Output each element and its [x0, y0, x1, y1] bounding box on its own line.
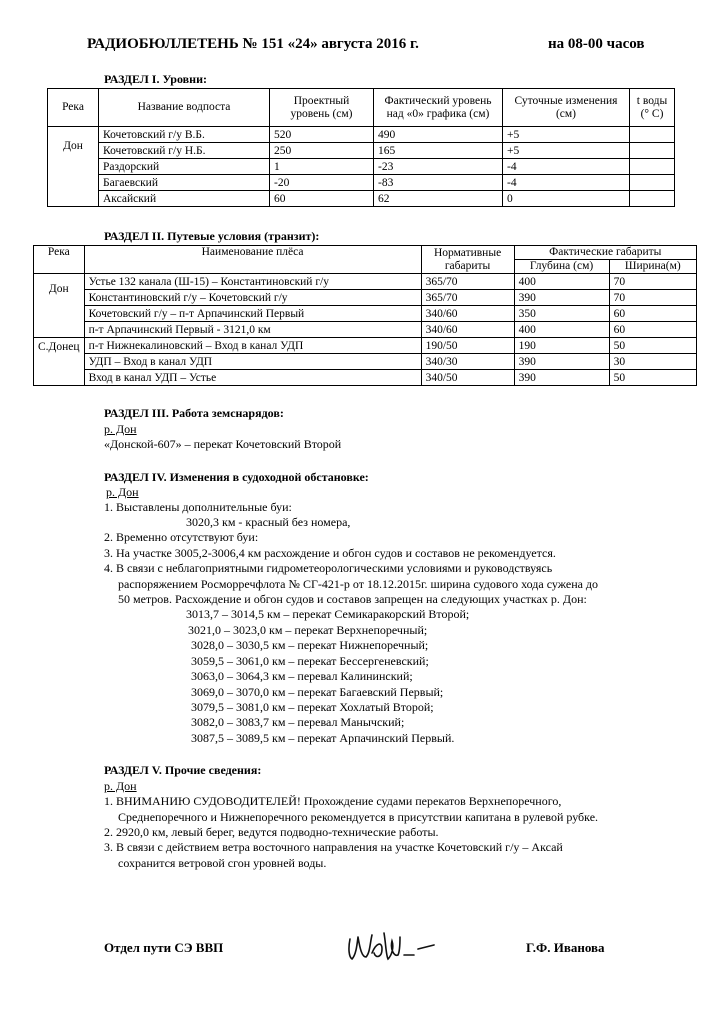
section4-item3: 3. На участке 3005,2-3006,4 км расхождение и обгон судов и составов не рекомендуется. [104, 546, 556, 560]
value-cell: 60 [270, 191, 374, 207]
col-project-level: Проектный уровень (см) [270, 89, 374, 127]
bulletin-time: на 08-00 часов [548, 36, 645, 52]
table-row [34, 290, 697, 306]
restricted-section: 3082,0 – 3083,7 км – перевал Манычский; [191, 715, 405, 729]
col-water-temp: t воды (° С) [630, 89, 675, 127]
river-cell: С.Донец [34, 338, 85, 386]
table-row [48, 191, 675, 207]
col-daily-change: Суточные изменения (см) [503, 89, 630, 127]
restricted-section: 3069,0 – 3070,0 км – перекат Багаевский Первый; [191, 685, 444, 699]
value-cell: 0 [503, 191, 630, 207]
value-cell [630, 159, 675, 175]
col-depth: Глубина (см) [514, 260, 609, 274]
station-cell: Кочетовский г/у В.Б. [99, 127, 270, 143]
restricted-section: 3063,0 – 3064,3 км – перевал Калининский; [191, 669, 413, 683]
value-cell: +5 [503, 143, 630, 159]
value-cell: 390 [514, 370, 609, 386]
table-row [48, 127, 675, 143]
reach-cell: Устье 132 канала (Ш-15) – Константиновский г/у [84, 274, 421, 290]
section4-river: р. Дон [106, 485, 139, 499]
value-cell: 62 [374, 191, 503, 207]
table-row [34, 322, 697, 338]
value-cell: 390 [514, 290, 609, 306]
value-cell: 340/50 [421, 370, 514, 386]
value-cell: -4 [503, 159, 630, 175]
value-cell: 165 [374, 143, 503, 159]
col-station: Название водпоста [99, 89, 270, 127]
value-cell [630, 143, 675, 159]
col-fact: Фактические габариты [514, 246, 696, 260]
signatory-name: Г.Ф. Иванова [526, 940, 605, 955]
restricted-section: 3028,0 – 3030,5 км – перекат Нижнепоречный; [191, 638, 429, 652]
value-cell: -83 [374, 175, 503, 191]
section4-item2: 2. Временно отсутствуют буи: [104, 530, 259, 544]
value-cell: 365/70 [421, 274, 514, 290]
section1-title: РАЗДЕЛ I. Уровни: [104, 72, 207, 86]
col-reach: Наименование плёса [84, 246, 421, 274]
section2-title: РАЗДЕЛ II. Путевые условия (транзит): [104, 229, 320, 243]
value-cell: 340/60 [421, 306, 514, 322]
section4-item4-line2: распоряжением Росморречфлота № СГ-421-р от 18.12.2015г. ширина судового хода сужена до [118, 577, 599, 591]
table-row [34, 370, 697, 386]
value-cell: -23 [374, 159, 503, 175]
value-cell: 1 [270, 159, 374, 175]
section4-title: РАЗДЕЛ IV. Изменения в судоходной обстановке: [104, 470, 369, 484]
value-cell: 490 [374, 127, 503, 143]
table-row [34, 338, 697, 354]
section5-item1-line1: 1. ВНИМАНИЮ СУДОВОДИТЕЛЕЙ! Прохождение судами перекатов Верхнепоречного, [104, 794, 562, 808]
col-river: Река [48, 89, 99, 127]
table-row [34, 354, 697, 370]
value-cell [630, 127, 675, 143]
value-cell: 190 [514, 338, 609, 354]
value-cell: 250 [270, 143, 374, 159]
station-cell: Багаевский [99, 175, 270, 191]
value-cell: 340/60 [421, 322, 514, 338]
bulletin-title: РАДИОБЮЛЛЕТЕНЬ № 151 «24» августа 2016 г. [87, 36, 419, 52]
value-cell [630, 175, 675, 191]
reach-cell: п-т Нижнекалиновский – Вход в канал УДП [84, 338, 421, 354]
section5-item2: 2. 2920,0 км, левый берег, ведутся подводно-технические работы. [104, 825, 439, 839]
restricted-section: 3059,5 – 3061,0 км – перекат Бессергеневский; [191, 654, 429, 668]
section5-title: РАЗДЕЛ V. Прочие сведения: [104, 763, 262, 777]
table-row [48, 159, 675, 175]
station-cell: Кочетовский г/у Н.Б. [99, 143, 270, 159]
value-cell: 60 [609, 306, 696, 322]
section3-title: РАЗДЕЛ III. Работа земснарядов: [104, 406, 284, 420]
col-norm: Нормативные габариты [421, 246, 514, 274]
section5-item1-line2: Среднепоречного и Нижнепоречного рекомендуется в присутствии капитана в рулевой рубке. [118, 810, 599, 824]
section5-river: р. Дон [104, 779, 137, 793]
value-cell: -20 [270, 175, 374, 191]
section4-item4-line1: 4. В связи с неблагоприятными гидрометеорологическими условиями и руководствуясь [104, 561, 553, 575]
levels-table [47, 88, 675, 207]
table-row [48, 175, 675, 191]
reach-cell: Кочетовский г/у – п-т Арпачинский Первый [84, 306, 421, 322]
value-cell: 400 [514, 274, 609, 290]
value-cell: 30 [609, 354, 696, 370]
value-cell: 365/70 [421, 290, 514, 306]
value-cell: 50 [609, 338, 696, 354]
section5-item3-line2: сохранится ветровой сгон уровней воды. [118, 856, 327, 870]
value-cell [630, 191, 675, 207]
route-table [33, 245, 697, 386]
river-cell: Дон [34, 274, 85, 338]
value-cell: 340/30 [421, 354, 514, 370]
reach-cell: Вход в канал УДП – Устье [84, 370, 421, 386]
section3-river: р. Дон [104, 422, 137, 436]
table-row [34, 274, 697, 290]
value-cell: 520 [270, 127, 374, 143]
section5-item3-line1: 3. В связи с действием ветра восточного направления на участке Кочетовский г/у – Аксай [104, 840, 563, 854]
section4-item1-sub: 3020,3 км - красный без номера, [186, 515, 351, 529]
section3-text: «Донской-607» – перекат Кочетовский Второй [104, 437, 342, 451]
col-actual-level: Фактический уровень над «0» графика (см) [374, 89, 503, 127]
value-cell: 400 [514, 322, 609, 338]
col-width: Ширина(м) [609, 260, 696, 274]
value-cell: -4 [503, 175, 630, 191]
reach-cell: п-т Арпачинский Первый - 3121,0 км [84, 322, 421, 338]
value-cell: 60 [609, 322, 696, 338]
reach-cell: УДП – Вход в канал УДП [84, 354, 421, 370]
value-cell: 190/50 [421, 338, 514, 354]
restricted-section: 3021,0 – 3023,0 км – перекат Верхнепоречный; [188, 623, 428, 637]
value-cell: 70 [609, 274, 696, 290]
value-cell: 390 [514, 354, 609, 370]
department-label: Отдел пути СЭ ВВП [104, 940, 224, 955]
table-row [34, 306, 697, 322]
river-cell: Дон [48, 127, 99, 207]
value-cell: 50 [609, 370, 696, 386]
section4-item4-line3: 50 метров. Расхождение и обгон судов и составов запрещен на следующих участках р. Дон: [118, 592, 587, 606]
restricted-section: 3013,7 – 3014,5 км – перекат Семикаракорский Второй; [186, 607, 470, 621]
restricted-section: 3087,5 – 3089,5 км – перекат Арпачинский Первый. [191, 731, 455, 745]
restricted-section: 3079,5 – 3081,0 км – перекат Хохлатый Второй; [191, 700, 434, 714]
section4-item1: 1. Выставлены дополнительные буи: [104, 500, 292, 514]
station-cell: Раздорский [99, 159, 270, 175]
signature-image [342, 925, 442, 965]
value-cell: 70 [609, 290, 696, 306]
station-cell: Аксайский [99, 191, 270, 207]
value-cell: +5 [503, 127, 630, 143]
value-cell: 350 [514, 306, 609, 322]
reach-cell: Константиновский г/у – Кочетовский г/у [84, 290, 421, 306]
col-river: Река [34, 246, 85, 274]
table-row [48, 143, 675, 159]
